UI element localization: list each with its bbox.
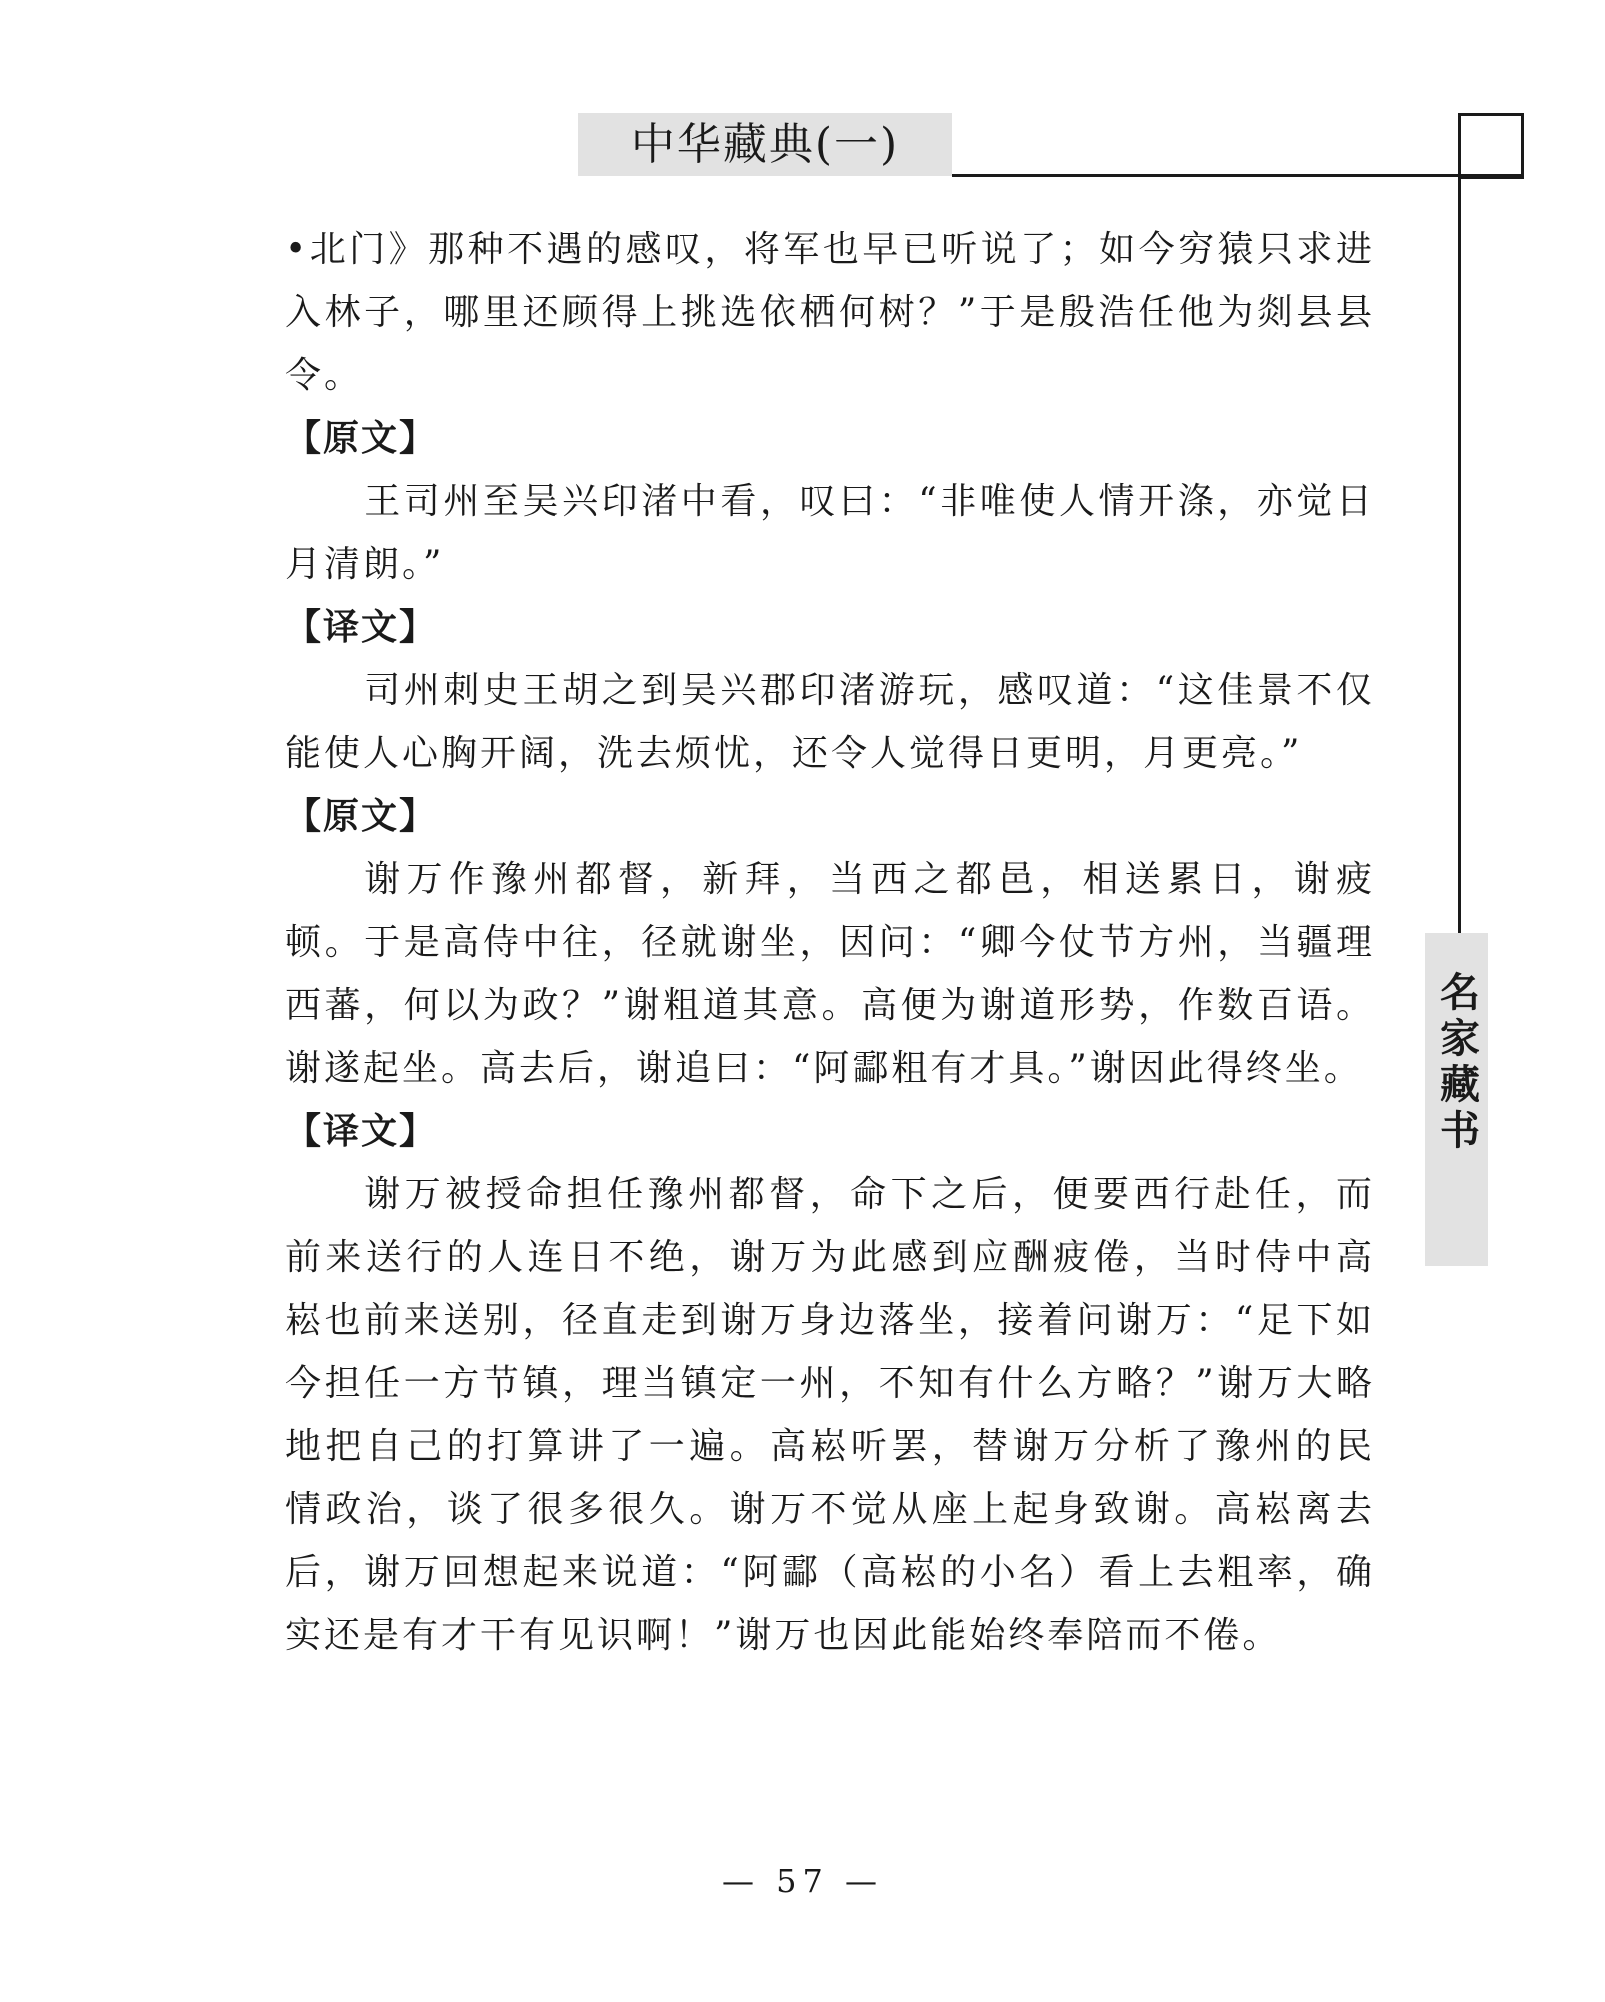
paragraph-original: 谢万作豫州都督，新拜，当西之都邑，相送累日，谢疲顿。于是高侍中往，径就谢坐，因问：“卿今仗节方州，当疆理西蕃，何以为政？”谢粗道其意。高便为谢道形势，作数百语。谢遂起坐。高去后，谢追曰：“阿酃粗有才具。”谢因此得终坐。 [285,859,1375,1089]
section-heading-translation: 【译文】 [285,1111,438,1152]
paragraph-continuation: •北门》那种不遇的感叹，将军也早已听说了；如今穷猿只求进入林子，哪里还顾得上挑选依栖何树？”于是殷浩任他为剡县县令。 [285,229,1375,396]
header-rule [952,174,1524,177]
corner-square-decoration [1458,113,1524,179]
paragraph-translation: 司州刺史王胡之到吴兴郡印渚游玩，感叹道：“这佳景不仅能使人心胸开阔，洗去烦忧，还令人觉得日更明，月更亮。” [285,670,1375,774]
section-heading-original: 【原文】 [285,796,438,837]
paragraph-original: 王司州至吴兴印渚中看，叹曰：“非唯使人情开涤，亦觉日月清朗。” [285,481,1375,585]
section-heading-original: 【原文】 [285,418,438,459]
side-tab [1425,933,1488,1266]
page-number: — 57 — [721,1862,884,1900]
margin-vertical-rule [1458,113,1461,933]
side-tab-label: 名家藏书 [1433,971,1480,1155]
page-body [285,218,1375,1667]
book-title: 中华藏典(一) [630,118,900,170]
header-title-box [578,113,952,176]
paragraph-translation: 谢万被授命担任豫州都督，命下之后，便要西行赴任，而前来送行的人连日不绝，谢万为此感到应酬疲倦，当时侍中高崧也前来送别，径直走到谢万身边落坐，接着问谢万：“足下如今担任一方节镇，理当镇定一州，不知有什么方略？”谢万大略地把自己的打算讲了一遍。高崧听罢，替谢万分析了豫州的民情政治，谈了很多很久。谢万不觉从座上起身致谢。高崧离去后，谢万回想起来说道：“阿酃（高崧的小名）看上去粗率，确实还是有才干有见识啊！”谢万也因此能始终奉陪而不倦。 [285,1174,1375,1656]
section-heading-translation: 【译文】 [285,607,438,648]
